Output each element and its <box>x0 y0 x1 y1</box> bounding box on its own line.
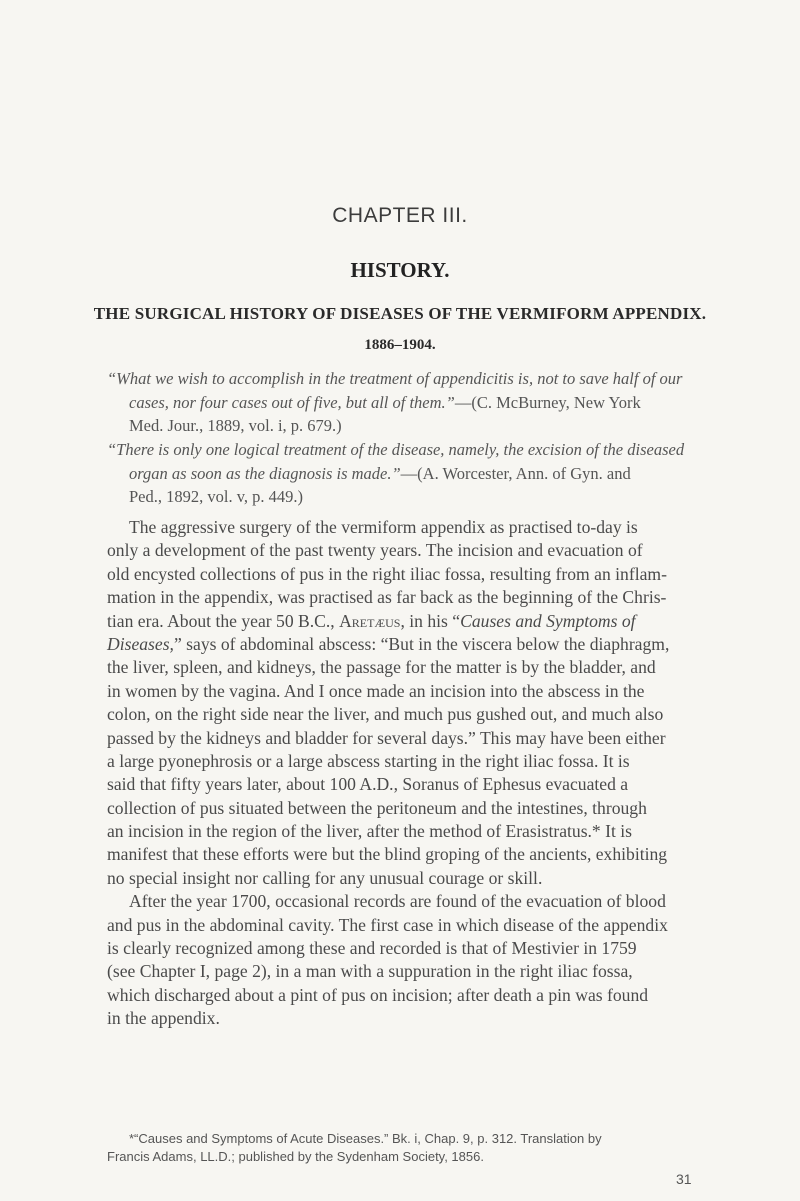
epigraph-citation: Med. Jour., 1889, vol. i, p. 679.) <box>129 416 342 435</box>
epigraph-mcburney <box>107 367 707 438</box>
body-line: which discharged about a pint of pus on incision; after death a pin was found <box>107 984 649 1005</box>
footnote-line: Francis Adams, LL.D.; published by the Sydenham Society, 1856. <box>107 1149 484 1164</box>
date-range: 1886–1904. <box>364 337 436 353</box>
body-line: the liver, spleen, and kidneys, the passage for the matter is by the bladder, and <box>107 657 656 678</box>
section-subtitle: THE SURGICAL HISTORY OF DISEASES OF THE VERMIFORM APPENDIX. <box>93 304 707 323</box>
body-line: old encysted collections of pus in the right iliac fossa, resulting from an inflam- <box>107 563 667 584</box>
epigraph-line: “What we wish to accomplish in the treatment of appendicitis is, not to save half of our <box>107 369 683 388</box>
body-line: manifest that these efforts were but the blind groping of the ancients, exhibiting <box>107 844 668 865</box>
chapter-heading: CHAPTER III. <box>332 204 468 227</box>
epigraph-line: organ as soon as the diagnosis is made.”—(A. Worcester, Ann. of Gyn. and <box>129 463 631 483</box>
body-line: said that fifty years later, about 100 A.D., Soranus of Ephesus evacuated a <box>107 774 629 795</box>
body-line: tian era. About the year 50 B.C., Aretæus, in his “Causes and Symptoms of <box>107 610 636 631</box>
footnote <box>107 1130 707 1166</box>
epigraph-worcester <box>107 438 707 509</box>
body-line: in the appendix. <box>107 1008 220 1029</box>
body-line: no special insight nor calling for any unusual courage or skill. <box>107 867 543 888</box>
body-line: in women by the vagina. And I once made an incision into the abscess in the <box>107 680 645 701</box>
body-line: After the year 1700, occasional records are found of the evacuation of blood <box>129 891 666 912</box>
body-line: collection of pus situated between the peritoneum and the intestines, through <box>107 797 647 818</box>
epigraph-line: cases, nor four cases out of five, but all of them.”—(C. McBurney, New York <box>129 392 641 412</box>
body-line: Diseases,” says of abdominal abscess: “But in the viscera below the diaphragm, <box>107 633 670 654</box>
epigraph-line: “There is only one logical treatment of the disease, namely, the excision of the diseased <box>107 440 685 459</box>
body-line: a large pyonephrosis or a large abscess starting in the right iliac fossa. It is <box>107 750 630 771</box>
section-title: HISTORY. <box>350 258 450 282</box>
body-line: mation in the appendix, was practised as far back as the beginning of the Chris- <box>107 587 667 608</box>
body-line: (see Chapter I, page 2), in a man with a suppuration in the right iliac fossa, <box>107 961 633 982</box>
body-line: only a development of the past twenty years. The incision and evacuation of <box>107 540 643 561</box>
body-line: is clearly recognized among these and recorded is that of Mestivier in 1759 <box>107 938 637 959</box>
body-line: colon, on the right side near the liver, and much pus gushed out, and much also <box>107 704 664 725</box>
page-number: 31 <box>676 1171 692 1187</box>
epigraph-citation: Ped., 1892, vol. v, p. 449.) <box>129 487 304 506</box>
body-text <box>107 516 707 1031</box>
body-line: an incision in the region of the liver, after the method of Erasistratus.* It is <box>107 821 633 842</box>
footnote-line: *“Causes and Symptoms of Acute Diseases.” Bk. i, Chap. 9, p. 312. Translation by <box>129 1131 602 1146</box>
body-line: The aggressive surgery of the vermiform appendix as practised to-day is <box>129 517 638 537</box>
body-line: passed by the kidneys and bladder for several days.” This may have been either <box>107 727 666 748</box>
body-line: and pus in the abdominal cavity. The first case in which disease of the appendix <box>107 914 668 935</box>
